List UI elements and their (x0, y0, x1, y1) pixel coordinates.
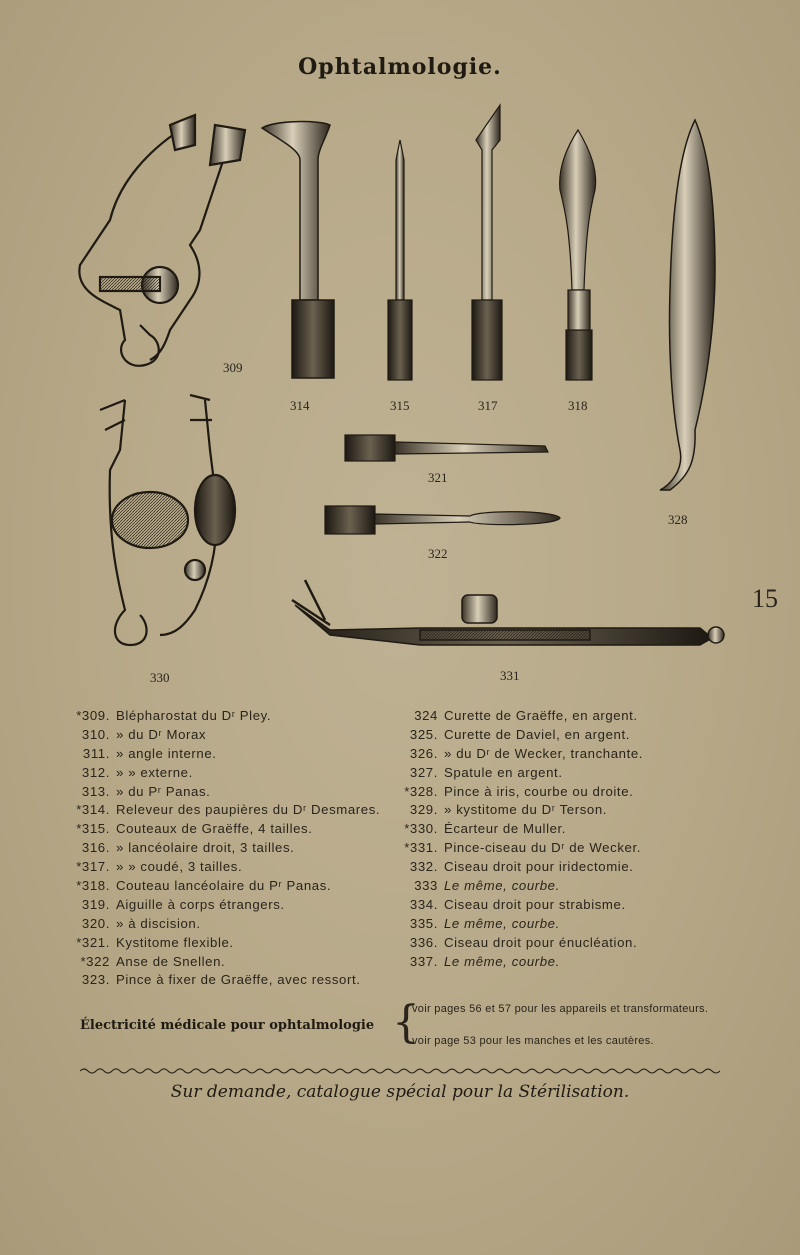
figure-label-317: 317 (478, 398, 498, 413)
list-item: 313. » du Pʳ Panas. (81, 783, 211, 799)
list-item: *317. » » coudé, 3 tailles. (76, 859, 243, 875)
list-item: 325. Curette de Daviel, en argent. (409, 726, 631, 742)
list-item: *322 Anse de Snellen. (80, 953, 226, 969)
item-list-right (398, 707, 643, 971)
list-item: 316. » lancéolaire droit, 3 tailles. (81, 840, 295, 856)
wavy-divider (80, 1066, 720, 1076)
pince-ciseau-331 (292, 580, 724, 645)
reference-line: voir page 53 pour les manches et les cautères. (412, 1035, 654, 1047)
list-item: *314. Releveur des paupières du Dʳ Desmares. (76, 802, 381, 818)
list-item: 319. Aiguille à corps étrangers. (81, 896, 285, 912)
figure-label-322: 322 (428, 546, 448, 561)
list-item: 310. » du Dʳ Morax (81, 726, 207, 742)
figure-label-321: 321 (428, 470, 448, 485)
releveur-314 (262, 122, 334, 378)
figure-label-328: 328 (668, 512, 688, 527)
list-item: 329. » kystitome du Dʳ Terson. (409, 802, 608, 818)
list-item: *331. Pince-ciseau du Dʳ de Wecker. (404, 840, 641, 856)
list-item: 324 Curette de Graëffe, en argent. (414, 708, 638, 723)
footer-note: Sur demande, catalogue spécial pour la Stérilisation. (170, 1082, 630, 1102)
list-item: *318. Couteau lancéolaire du Pʳ Panas. (76, 878, 332, 894)
reference-line: voir pages 56 et 57 pour les appareils et transformateurs. (412, 1003, 709, 1015)
list-item: 337. Le même, courbe. (409, 953, 560, 969)
figure-label-314: 314 (290, 398, 310, 413)
list-item: *328. Pince à iris, courbe ou droite. (404, 783, 634, 799)
figure-label-318: 318 (568, 398, 588, 413)
list-item: 312. » » externe. (81, 764, 193, 780)
figure-label-315: 315 (390, 398, 410, 413)
page-title: Ophtalmologie. (298, 54, 502, 80)
list-item: 332. Ciseau droit pour iridectomie. (409, 859, 634, 875)
list-item: 334. Ciseau droit pour strabisme. (409, 896, 626, 912)
list-item: 336. Ciseau droit pour énucléation. (409, 934, 638, 950)
list-item: 327. Spatule en argent. (409, 764, 563, 780)
list-item: 335. Le même, courbe. (409, 915, 560, 931)
figure-label-330: 330 (150, 670, 170, 685)
couteau-318 (560, 130, 596, 380)
blepharostat-309 (79, 115, 245, 366)
item-list-left (70, 707, 380, 990)
couteau-317 (472, 105, 502, 380)
list-item: 311. » angle interne. (82, 745, 217, 761)
list-item: *330. Écarteur de Muller. (404, 821, 567, 837)
pince-iris-328 (660, 120, 715, 490)
list-item: 333 Le même, courbe. (414, 878, 560, 894)
list-item: 323. Pince à fixer de Graëffe, avec ressort. (81, 972, 361, 988)
electricity-heading: Électricité médicale pour ophtalmologie (80, 1018, 375, 1033)
list-item: *315. Couteaux de Graëffe, 4 tailles. (76, 821, 313, 837)
list-item: *309. Blépharostat du Dʳ Pley. (76, 708, 272, 723)
anse-snellen-322 (325, 506, 560, 534)
list-item: 320. » à discision. (81, 915, 201, 931)
list-item: 326. » du Dʳ de Wecker, tranchante. (409, 745, 644, 761)
figure-label-331: 331 (500, 668, 520, 683)
list-item: *321. Kystitome flexible. (76, 934, 234, 950)
instruments-illustration (0, 90, 800, 690)
brace-glyph: { (392, 997, 420, 1048)
kystitome-321 (345, 435, 548, 461)
couteau-315 (388, 140, 412, 380)
page-number: 15 (752, 584, 778, 613)
figure-label-309: 309 (223, 360, 243, 375)
ecarteur-330 (100, 395, 235, 645)
